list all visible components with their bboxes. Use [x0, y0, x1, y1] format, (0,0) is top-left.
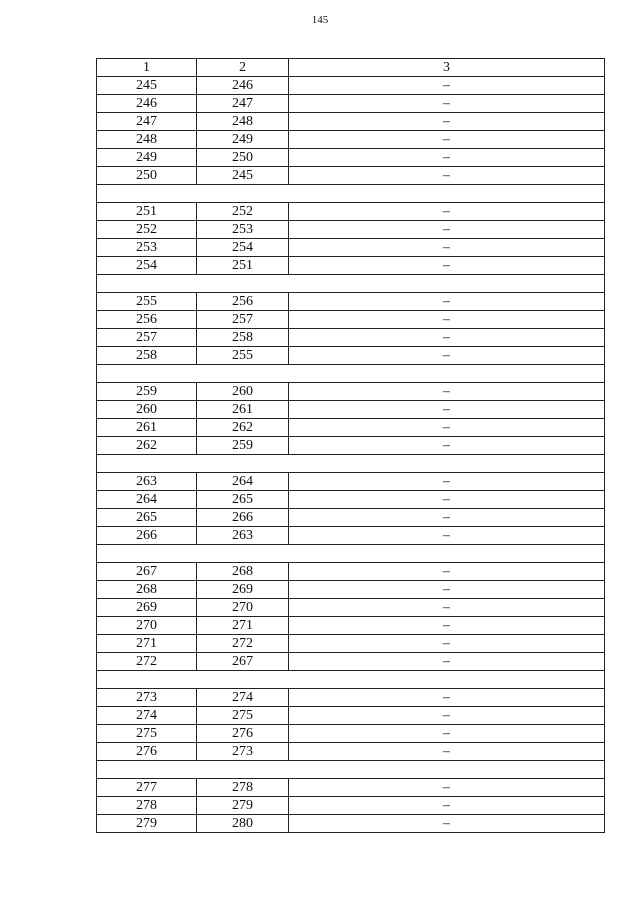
cell-col-3: –	[289, 149, 605, 167]
cell-col-3: –	[289, 473, 605, 491]
cell-col-1: 277	[97, 779, 197, 797]
cell-col-2: 263	[197, 527, 289, 545]
table-row	[97, 329, 605, 347]
cell-col-3: –	[289, 725, 605, 743]
group-separator-row	[97, 185, 605, 203]
cell-col-1: 268	[97, 581, 197, 599]
cell-col-3: –	[289, 347, 605, 365]
cell-col-3: –	[289, 779, 605, 797]
group-separator-row	[97, 671, 605, 689]
table-row	[97, 293, 605, 311]
table-row	[97, 743, 605, 761]
cell-col-3: –	[289, 167, 605, 185]
header-row	[97, 59, 605, 77]
table-row	[97, 491, 605, 509]
cell-col-3: –	[289, 563, 605, 581]
separator-cell	[97, 365, 605, 383]
cell-col-2: 272	[197, 635, 289, 653]
group-separator-row	[97, 761, 605, 779]
cell-col-3: –	[289, 329, 605, 347]
cell-col-1: 269	[97, 599, 197, 617]
cell-col-1: 276	[97, 743, 197, 761]
cell-col-2: 250	[197, 149, 289, 167]
separator-cell	[97, 275, 605, 293]
table-row	[97, 617, 605, 635]
column-header-2: 2	[197, 59, 289, 77]
cell-col-1: 264	[97, 491, 197, 509]
cell-col-1: 273	[97, 689, 197, 707]
cell-col-1: 252	[97, 221, 197, 239]
cell-col-3: –	[289, 257, 605, 275]
table-row	[97, 113, 605, 131]
cell-col-1: 248	[97, 131, 197, 149]
cell-col-1: 260	[97, 401, 197, 419]
cell-col-2: 265	[197, 491, 289, 509]
cell-col-2: 269	[197, 581, 289, 599]
cell-col-2: 252	[197, 203, 289, 221]
cell-col-2: 260	[197, 383, 289, 401]
cell-col-2: 246	[197, 77, 289, 95]
cell-col-2: 278	[197, 779, 289, 797]
cell-col-2: 271	[197, 617, 289, 635]
cell-col-1: 253	[97, 239, 197, 257]
table-row	[97, 149, 605, 167]
cell-col-1: 274	[97, 707, 197, 725]
table-row	[97, 95, 605, 113]
cell-col-1: 258	[97, 347, 197, 365]
table-row	[97, 509, 605, 527]
cell-col-3: –	[289, 95, 605, 113]
cell-col-3: –	[289, 293, 605, 311]
table-row	[97, 797, 605, 815]
cell-col-3: –	[289, 77, 605, 95]
group-separator-row	[97, 275, 605, 293]
cell-col-1: 257	[97, 329, 197, 347]
cell-col-1: 250	[97, 167, 197, 185]
cell-col-3: –	[289, 635, 605, 653]
cell-col-1: 267	[97, 563, 197, 581]
cell-col-1: 254	[97, 257, 197, 275]
separator-cell	[97, 185, 605, 203]
cell-col-3: –	[289, 689, 605, 707]
cell-col-1: 265	[97, 509, 197, 527]
separator-cell	[97, 671, 605, 689]
table-row	[97, 689, 605, 707]
cell-col-3: –	[289, 815, 605, 833]
cell-col-1: 271	[97, 635, 197, 653]
column-header-1: 1	[97, 59, 197, 77]
table-row	[97, 401, 605, 419]
cell-col-2: 273	[197, 743, 289, 761]
cell-col-2: 261	[197, 401, 289, 419]
cell-col-1: 272	[97, 653, 197, 671]
cell-col-3: –	[289, 491, 605, 509]
table-row	[97, 167, 605, 185]
table-row	[97, 437, 605, 455]
cell-col-1: 259	[97, 383, 197, 401]
table-row	[97, 77, 605, 95]
cell-col-1: 279	[97, 815, 197, 833]
cell-col-2: 275	[197, 707, 289, 725]
cell-col-1: 262	[97, 437, 197, 455]
table-row	[97, 707, 605, 725]
cell-col-2: 280	[197, 815, 289, 833]
table-row	[97, 635, 605, 653]
cell-col-2: 268	[197, 563, 289, 581]
cell-col-2: 258	[197, 329, 289, 347]
table-row	[97, 815, 605, 833]
cell-col-3: –	[289, 113, 605, 131]
cell-col-1: 247	[97, 113, 197, 131]
cell-col-1: 261	[97, 419, 197, 437]
cell-col-1: 263	[97, 473, 197, 491]
cell-col-3: –	[289, 509, 605, 527]
cell-col-2: 264	[197, 473, 289, 491]
cell-col-2: 267	[197, 653, 289, 671]
cell-col-2: 274	[197, 689, 289, 707]
cell-col-2: 257	[197, 311, 289, 329]
cell-col-2: 276	[197, 725, 289, 743]
cell-col-2: 247	[197, 95, 289, 113]
cell-col-3: –	[289, 707, 605, 725]
cell-col-3: –	[289, 131, 605, 149]
table-row	[97, 419, 605, 437]
cell-col-3: –	[289, 527, 605, 545]
cell-col-1: 270	[97, 617, 197, 635]
cell-col-3: –	[289, 617, 605, 635]
cell-col-1: 245	[97, 77, 197, 95]
table-header	[97, 59, 605, 77]
cell-col-2: 253	[197, 221, 289, 239]
table-row	[97, 239, 605, 257]
cell-col-3: –	[289, 599, 605, 617]
column-header-3: 3	[289, 59, 605, 77]
cell-col-2: 251	[197, 257, 289, 275]
table-body	[97, 77, 605, 833]
cell-col-3: –	[289, 419, 605, 437]
cell-col-3: –	[289, 797, 605, 815]
cell-col-3: –	[289, 221, 605, 239]
cell-col-3: –	[289, 203, 605, 221]
cell-col-1: 266	[97, 527, 197, 545]
table-row	[97, 725, 605, 743]
table-row	[97, 527, 605, 545]
cell-col-2: 255	[197, 347, 289, 365]
table-row	[97, 563, 605, 581]
cell-col-3: –	[289, 239, 605, 257]
cell-col-2: 256	[197, 293, 289, 311]
cell-col-2: 259	[197, 437, 289, 455]
cell-col-2: 270	[197, 599, 289, 617]
table-row	[97, 221, 605, 239]
separator-cell	[97, 455, 605, 473]
cell-col-2: 254	[197, 239, 289, 257]
cell-col-1: 256	[97, 311, 197, 329]
table-row	[97, 779, 605, 797]
table-row	[97, 473, 605, 491]
table-row	[97, 257, 605, 275]
separator-cell	[97, 545, 605, 563]
page-number: 145	[311, 14, 329, 26]
cell-col-2: 249	[197, 131, 289, 149]
table-row	[97, 581, 605, 599]
cell-col-1: 275	[97, 725, 197, 743]
cell-col-3: –	[289, 383, 605, 401]
table-row	[97, 347, 605, 365]
cell-col-3: –	[289, 581, 605, 599]
cell-col-1: 255	[97, 293, 197, 311]
group-separator-row	[97, 545, 605, 563]
cell-col-1: 278	[97, 797, 197, 815]
cell-col-2: 266	[197, 509, 289, 527]
table-row	[97, 653, 605, 671]
cell-col-3: –	[289, 743, 605, 761]
cell-col-3: –	[289, 653, 605, 671]
table-row	[97, 131, 605, 149]
table-row	[97, 383, 605, 401]
cell-col-3: –	[289, 311, 605, 329]
group-separator-row	[97, 365, 605, 383]
cell-col-1: 249	[97, 149, 197, 167]
data-table	[96, 58, 605, 833]
cell-col-3: –	[289, 401, 605, 419]
cell-col-3: –	[289, 437, 605, 455]
table-row	[97, 311, 605, 329]
cell-col-2: 245	[197, 167, 289, 185]
table-row	[97, 599, 605, 617]
group-separator-row	[97, 455, 605, 473]
cell-col-1: 251	[97, 203, 197, 221]
table-row	[97, 203, 605, 221]
cell-col-2: 262	[197, 419, 289, 437]
cell-col-2: 248	[197, 113, 289, 131]
separator-cell	[97, 761, 605, 779]
cell-col-2: 279	[197, 797, 289, 815]
cell-col-1: 246	[97, 95, 197, 113]
